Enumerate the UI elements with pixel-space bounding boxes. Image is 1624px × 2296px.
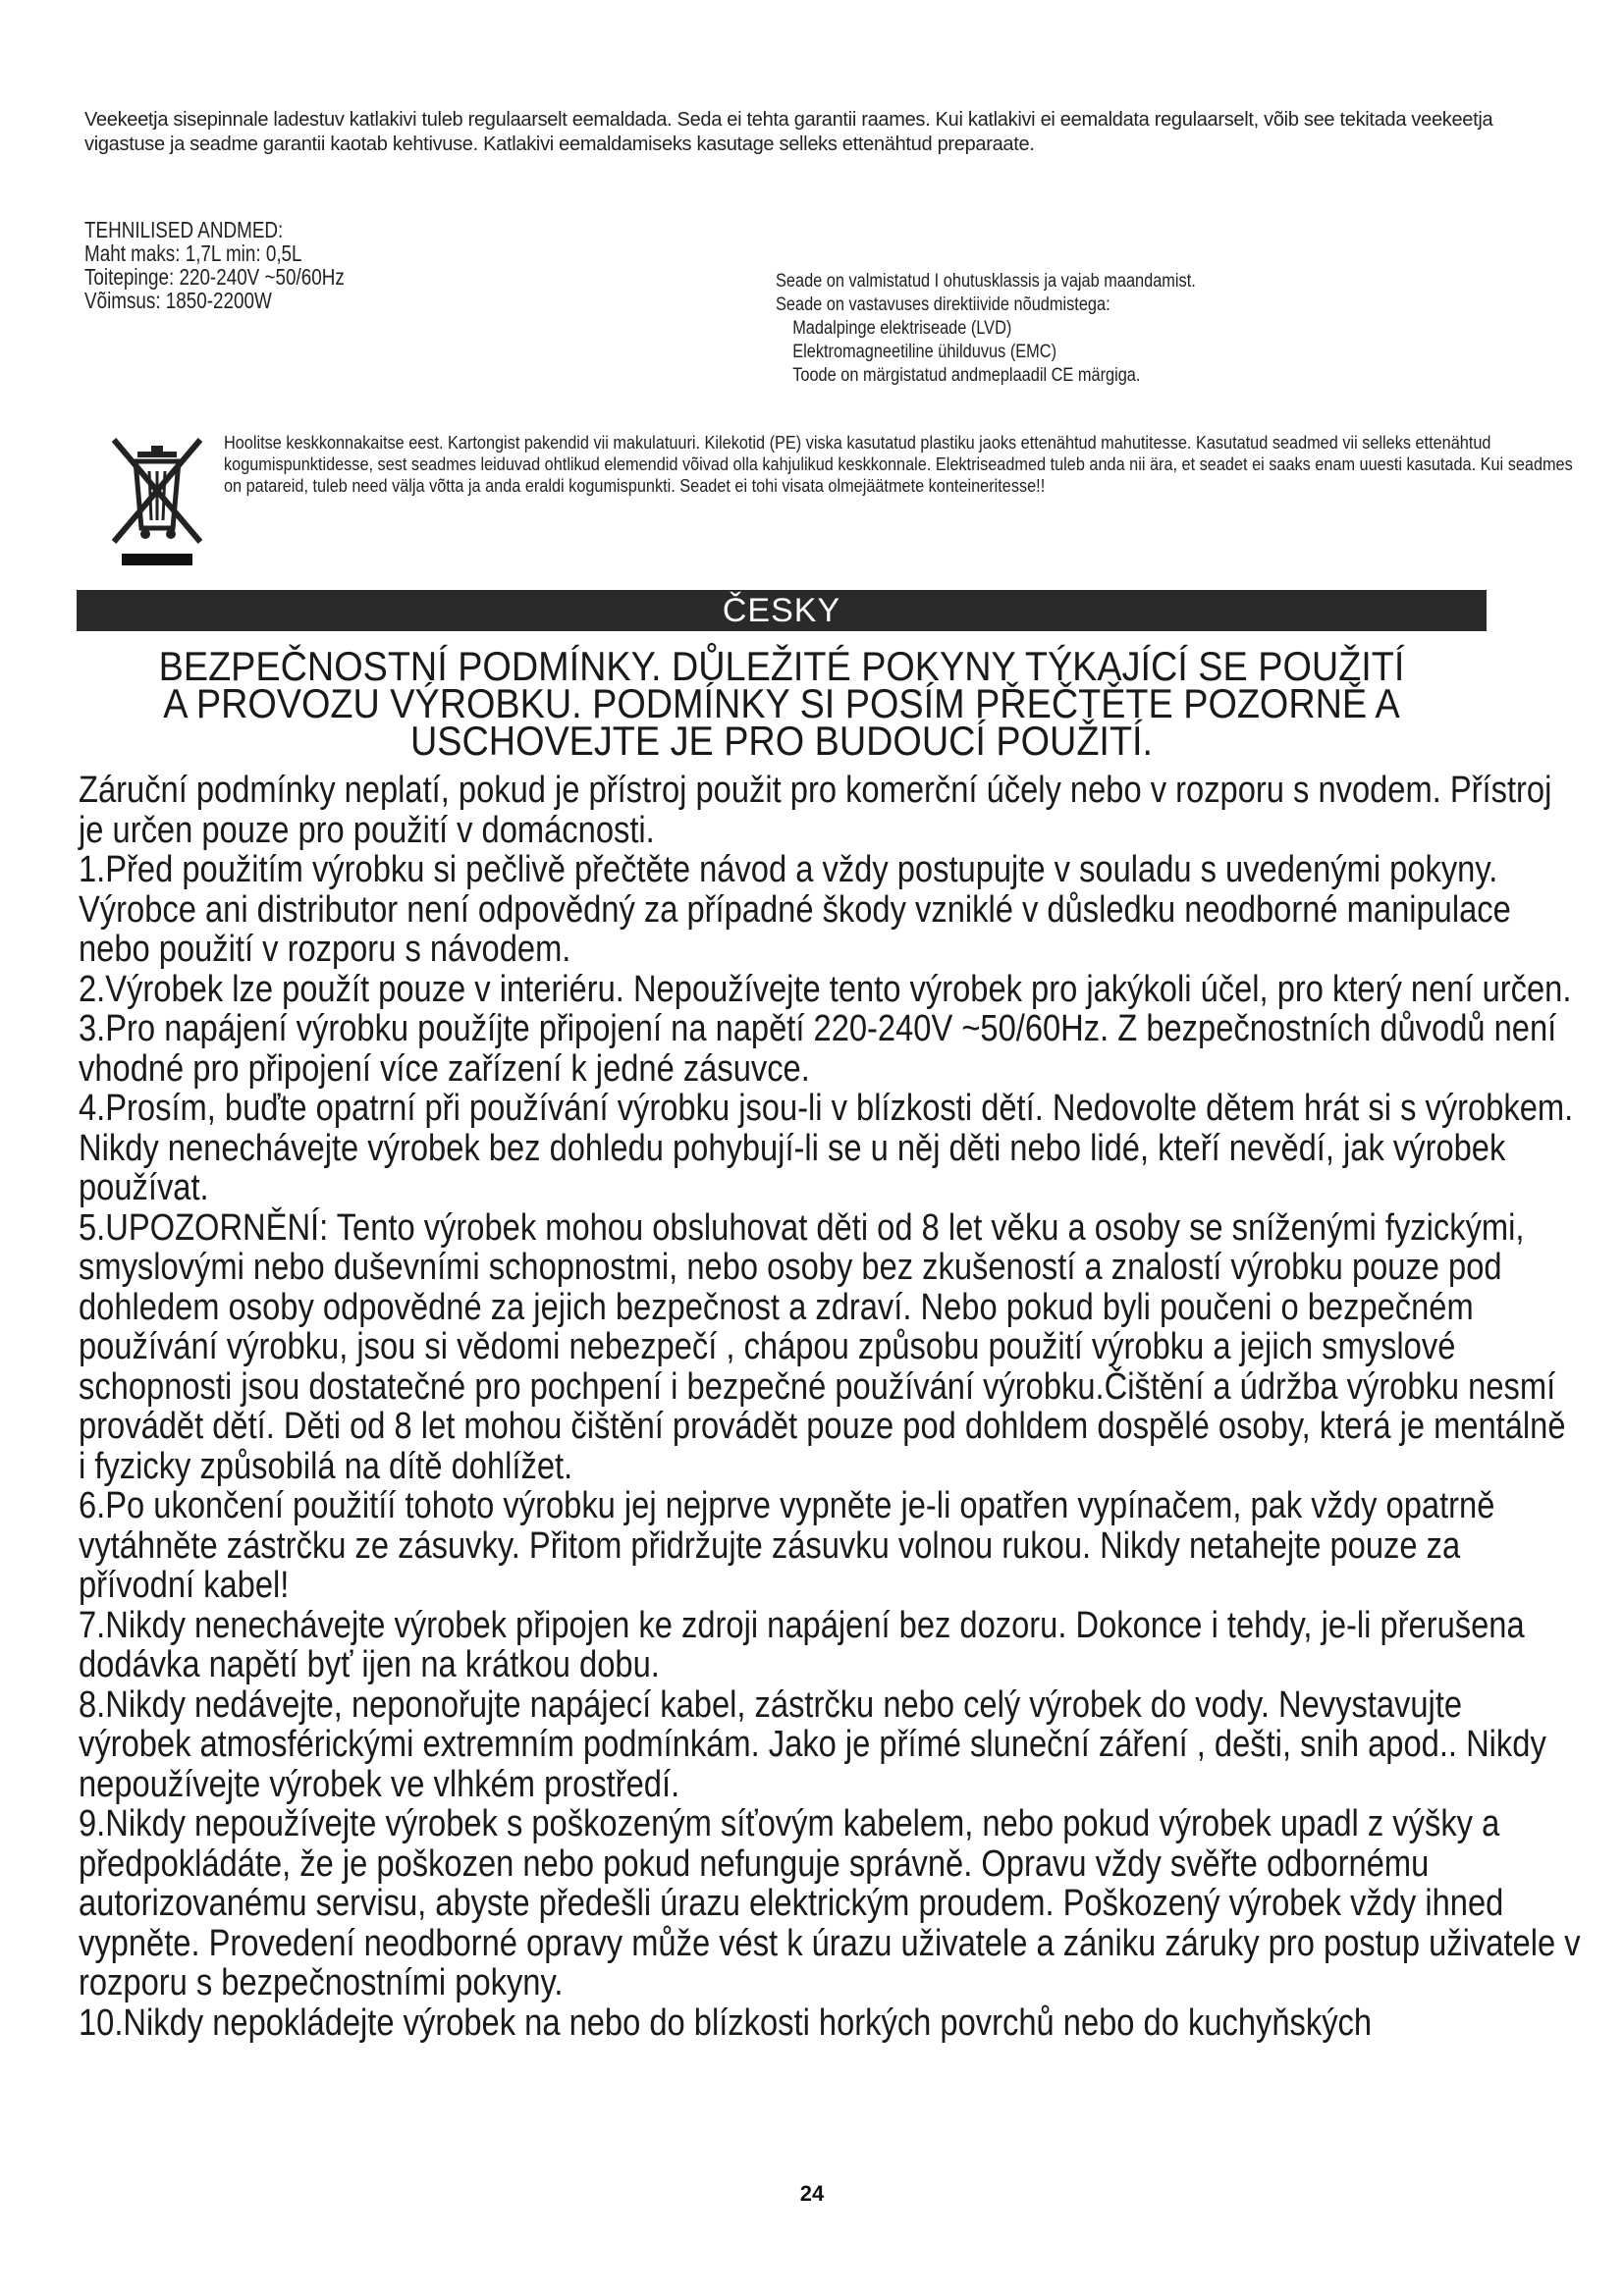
conformity-line: Elektromagneetiline ühilduvus (EMC) bbox=[792, 342, 1057, 362]
conformity-line: Seade on vastavuses direktiivide nõudmistega: bbox=[776, 294, 1110, 315]
instruction-item: 8.Nikdy nedávejte, neponořujte napájecí kabel, zástrčku nebo celý výrobek do vody. Nevystavujte výrobek atmosférickými extremním podmínkám. Jako je přímé sluneční záření , dešti, snih apod.. Nikdy nepoužívejte výrobek ve vlhkém prostředí. bbox=[79, 1683, 1546, 1805]
instruction-item: 5.UPOZORNĚNÍ: Tento výrobek mohou obsluhovat děti od 8 let věku a osoby se sníženými fyzickými, smyslovými nebo duševními schopnostmi, nebo osoby bez zkušeností a znalostí výrobku pouze pod dohledem osoby odpovědné za jejich bezpečnost a zdraví. Nebo pokud byli poučeni o bezpečném používání výrobku, jsou si vědomi nebezpečí , chápou způsobu použití výrobku a jejich smyslové schopnosti jsou dostatečné pro pochpení i bezpečné používání výrobku.Čištění a údržba výrobku nesmí provádět dětí. Děti od 8 let mohou čištění provádět pouze pod dohldem dospělé osoby, která je mentálně i fyzicky způsobilá na dítě dohlížet. bbox=[79, 1206, 1566, 1487]
page-number: 24 bbox=[799, 2181, 825, 2206]
instruction-item: 10.Nikdy nepokládejte výrobek na nebo do blízkosti horkých povrchů nebo do kuchyňských bbox=[79, 2002, 1373, 2044]
recycling-notice: Hoolitse keskkonnakaitse eest. Kartongist pakendid vii makulatuuri. Kilekotid (PE) viska kasutatud plastiku jaoks ettenähtud mahutitesse. Kasutatud seadmed vii selleks ettenähtud kogumispunktidesse, sest seadmes leiduvad ohtlikud elemendid võivad olla kahjulikud keskkonnale. Elektriseadmed tuleb anda nii ära, et seadet ei saaks enam uuesti kasutada. Kui seadmes on patareid, tuleb need välja võtta ja anda eraldi kogumispunkti. Seadet ei tohi visata olmejäätmete konteineritesse!! bbox=[224, 432, 1573, 496]
technical-data bbox=[84, 218, 345, 312]
technical-data-voltage: Toitepinge: 220-240V ~50/60Hz bbox=[84, 264, 345, 290]
language-label: ČESKY bbox=[722, 592, 841, 629]
instruction-item: 6.Po ukončení použitíí tohoto výrobku jej nejprve vypněte je-li opatřen vypínačem, pak vždy opatrně vytáhněte zástrčku ze zásuvky. Přitom přidržujte zásuvku volnou rukou. Nikdy netahejte pouze za přívodní kabel! bbox=[79, 1485, 1495, 1606]
conformity-line: Madalpinge elektriseade (LVD) bbox=[792, 318, 1012, 339]
instruction-item: 3.Pro napájení výrobku použíjte připojení na napětí 220-240V ~50/60Hz. Z bezpečnostních důvodů není vhodné pro připojení více zařízení k jedné zásuvce. bbox=[79, 1008, 1557, 1090]
technical-data-heading: TEHNILISED ANDMED: bbox=[84, 217, 284, 242]
warranty-paragraph: Záruční podmínky neplatí, pokud je přístroj použit pro komerční účely nebo v rozporu s nvodem. Přístroj je určen pouze pro použití v domácnosti. bbox=[79, 770, 1552, 851]
technical-data-capacity: Maht maks: 1,7L min: 0,5L bbox=[84, 240, 302, 266]
language-section-header bbox=[77, 590, 1487, 631]
estonian-descaling-notice: Veekeetja sisepinnale ladestuv katlakivi tuleb regulaarselt eemaldada. Seda ei tehta garantii raames. Kui katlakivi ei eemaldata regulaarselt, võib see tekitada veekeetja vigastuse ja seadme garantii kaotab kehtivuse. Katlakivi eemaldamiseks kasutage selleks ettenähtud preparaate. bbox=[84, 109, 1493, 155]
instruction-item: 1.Před použitím výrobku si pečlivě přečtěte návod a vždy postupujte v souladu s uvedenými pokyny. Výrobce ani distributor není odpovědný za případné škody vzniklé v důsledku neodborné manipulace nebo použití v rozporu s návodem. bbox=[79, 849, 1511, 970]
instruction-item: 9.Nikdy nepoužívejte výrobek s poškozeným síťovým kabelem, nebo pokud výrobek upadl z výšky a předpokládáte, že je poškozen nebo pokud nefunguje správně. Opravu vždy svěřte odbornému autorizovanému servisu, abyste předešli úrazu elektrickým proudem. Poškozený výrobek vždy ihned vypněte. Provedení neodborné opravy může vést k úrazu uživatele a zániku záruky pro postup uživatele v rozporu s bezpečnostními pokyny. bbox=[79, 1803, 1581, 2003]
instruction-item: 7.Nikdy nenechávejte výrobek připojen ke zdroji napájení bez dozoru. Dokonce i tehdy, je-li přerušena dodávka napětí byť ijen na krátkou dobu. bbox=[79, 1604, 1525, 1685]
conformity-line: Toode on märgistatud andmeplaadil CE märgiga. bbox=[792, 365, 1141, 386]
crossed-out-bin-icon bbox=[108, 432, 206, 569]
instruction-item: 4.Prosím, buďte opatrní při používání výrobku jsou-li v blízkosti dětí. Nedovolte dětem hrát si s výrobkem. Nikdy nenechávejte výrobek bez dohledu pohybují-li se u něj děti nebo lidé, kteří nevědí, jak výrobek používat. bbox=[79, 1088, 1574, 1208]
technical-data-power: Võimsus: 1850-2200W bbox=[84, 288, 272, 313]
conformity-statement bbox=[776, 270, 1196, 388]
conformity-line: Seade on valmistatud I ohutusklassis ja vajab maandamist. bbox=[776, 271, 1196, 292]
instruction-item: 2.Výrobek lze použít pouze v interiéru. Nepoužívejte tento výrobek pro jakýkoli účel, pro který není určen. bbox=[79, 968, 1572, 1010]
safety-instructions bbox=[79, 771, 1582, 2043]
safety-conditions-title: BEZPEČNOSTNÍ PODMÍNKY. DŮLEŽITÉ POKYNY TÝKAJÍCÍ SE POUŽITÍ A PROVOZU VÝROBKU. PODMÍNKY SI POSÍM PŘEČTĚTE POZORNĚ A USCHOVEJTE JE PRO BUDOUCÍ POUŽITÍ. bbox=[158, 643, 1405, 764]
